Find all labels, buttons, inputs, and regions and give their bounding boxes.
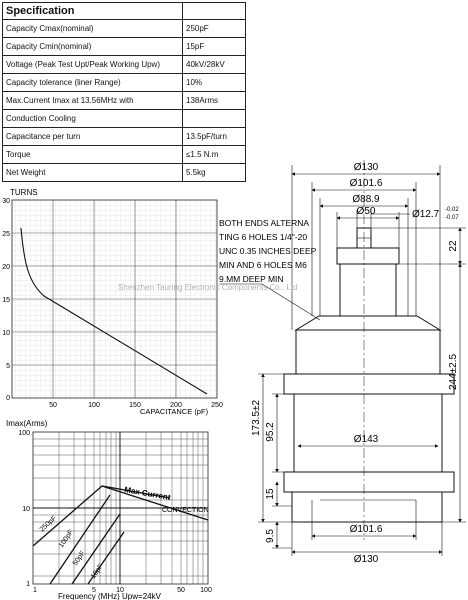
chart2-ylabel: Imax(Arms) bbox=[6, 419, 48, 428]
bottom-flange bbox=[292, 492, 442, 522]
label-250pf: 250pF bbox=[38, 514, 59, 534]
chart1-ylabel: TURNS bbox=[10, 188, 38, 197]
spec-label: Capacity Cmin(nominal) bbox=[3, 38, 183, 56]
spec-value: 10% bbox=[183, 74, 246, 92]
chart2-ytick: 1 bbox=[26, 581, 30, 588]
spec-label: Torque bbox=[3, 146, 183, 164]
spec-value: 15pF bbox=[183, 38, 246, 56]
dim-d12-tol-plus: -0.02 bbox=[445, 207, 459, 213]
diameter-dims bbox=[292, 165, 442, 556]
spec-value: ≤1.5 N.m bbox=[183, 146, 246, 164]
mounting-note bbox=[219, 218, 317, 284]
dim-d50: Ø50 bbox=[356, 206, 376, 217]
chart2-xtick: 5 bbox=[92, 587, 96, 594]
spec-label: Capacitance per turn bbox=[3, 128, 183, 146]
chart1-ytick: 15 bbox=[2, 297, 10, 304]
label-100pf: 100pF bbox=[57, 528, 76, 550]
spec-label: Net Weight bbox=[3, 164, 183, 182]
chart1-xtick: 250 bbox=[211, 402, 223, 409]
chart2-ytick: 10 bbox=[22, 506, 30, 513]
chart1-xtick: 50 bbox=[49, 402, 57, 409]
dim-h244: 244±2.5 bbox=[448, 353, 459, 391]
watermark: Shenzhen Tauring Electronic Components Co., Ltd bbox=[118, 283, 298, 292]
note-line: TING 6 HOLES 1/4"-20 bbox=[219, 232, 308, 242]
spec-value: 40kV/28kV bbox=[183, 56, 246, 74]
dim-h95b: 9.5 bbox=[265, 529, 276, 543]
chart1-ytick: 10 bbox=[2, 330, 10, 337]
chart2-ytick: 100 bbox=[18, 430, 30, 437]
upper-cap-taper bbox=[296, 316, 440, 330]
lower-ceramic bbox=[294, 394, 442, 472]
middle-ring bbox=[284, 374, 454, 394]
upper-ceramic bbox=[296, 330, 440, 374]
spec-value: 250pF bbox=[183, 20, 246, 38]
dim-d101-bot: Ø101.6 bbox=[349, 524, 383, 535]
chart2-xtick: 50 bbox=[177, 587, 185, 594]
upper-flange-neck bbox=[340, 264, 396, 316]
dim-h95: 95.2 bbox=[265, 422, 276, 442]
lower-ring bbox=[284, 472, 454, 492]
dim-d88: Ø88.9 bbox=[352, 194, 380, 205]
chart1-ytick: 5 bbox=[6, 363, 10, 370]
dim-d12-tol-minus: -0.07 bbox=[445, 215, 459, 221]
chart1-ytick: 25 bbox=[2, 231, 10, 238]
capacitor-outline bbox=[284, 228, 454, 522]
spec-value: 13.5pF/turn bbox=[183, 128, 246, 146]
spec-label: Max.Current Imax at 13.56MHz with bbox=[3, 92, 183, 110]
spec-value: 5.5kg bbox=[183, 164, 246, 182]
dim-d12: Ø12.7 bbox=[412, 209, 440, 220]
chart1-ytick: 30 bbox=[2, 198, 10, 205]
chart2-xtick: 100 bbox=[200, 587, 212, 594]
spec-label: Voltage (Peak Test Upt/Peak Working Upw) bbox=[3, 56, 183, 74]
dim-h15: 15 bbox=[265, 488, 276, 500]
chart1-ytick: 20 bbox=[2, 264, 10, 271]
chart2-xtick: 1 bbox=[33, 587, 37, 594]
chart1-xtick: 200 bbox=[170, 402, 182, 409]
spec-title: Specification bbox=[3, 3, 183, 20]
chart2-xtick: 10 bbox=[116, 587, 124, 594]
chart2-xlabel: Frequency (MHz) Upw=24kV bbox=[58, 592, 161, 600]
note-line: BOTH ENDS ALTERNA bbox=[219, 218, 310, 228]
shaft-collar bbox=[337, 248, 399, 264]
spec-value: 138Arms bbox=[183, 92, 246, 110]
dim-d130-top: Ø130 bbox=[353, 162, 379, 173]
chart1-ytick: 0 bbox=[6, 395, 10, 402]
dim-d101-top: Ø101.6 bbox=[349, 178, 383, 189]
label-10pf: 10pF bbox=[89, 563, 105, 581]
spec-label: Capacity Cmax(nominal) bbox=[3, 20, 183, 38]
note-line: MIN AND 6 HOLES M6 bbox=[219, 260, 307, 270]
label-50pf: 50pF bbox=[71, 550, 87, 568]
chart1-xtick: 150 bbox=[129, 402, 141, 409]
note-line: UNC 0.35 INCHES DEEP bbox=[219, 246, 317, 256]
convection-label: CONVECTION bbox=[162, 507, 209, 514]
chart1-xtick: 100 bbox=[88, 402, 100, 409]
spec-label: Capacity tolerance (liner Range) bbox=[3, 74, 183, 92]
dim-h173: 173.5±2 bbox=[251, 399, 262, 437]
note-line: 9.MM DEEP MIN bbox=[219, 274, 284, 284]
dim-h22: 22 bbox=[448, 240, 459, 252]
dim-d130-bot: Ø130 bbox=[353, 554, 379, 565]
dim-d143: Ø143 bbox=[353, 434, 379, 445]
max-current-label: Max Current bbox=[123, 485, 172, 503]
spec-label: Conduction Cooling bbox=[3, 110, 183, 128]
chart1-xlabel: CAPACITANCE (pF) bbox=[140, 407, 209, 416]
